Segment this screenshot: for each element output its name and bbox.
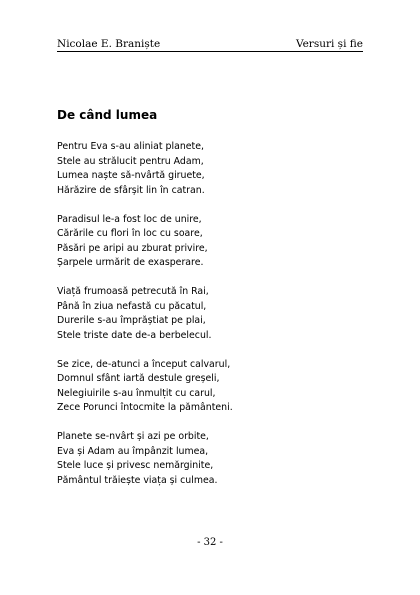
poem-line: Domnul sfânt iartă destule greșeli, xyxy=(57,373,220,384)
header-book-title: Versuri și fie xyxy=(295,38,363,50)
stanza xyxy=(57,285,367,343)
poem-line: Pentru Eva s-au aliniat planete, xyxy=(57,141,204,152)
poem-line: Paradisul le-a fost loc de unire, xyxy=(57,213,202,225)
poem-line: Lumea naște să-nvârtă giruete, xyxy=(57,170,205,181)
poem-line: Nelegiuirile s-au înmulțit cu carul, xyxy=(57,387,216,399)
running-header xyxy=(57,38,363,52)
stanza xyxy=(57,140,367,198)
poem-line: Păsări pe aripi au zburat privire, xyxy=(57,242,208,254)
page-number: - 32 - xyxy=(197,537,223,548)
poem-line: Se zice, de-atunci a început calvarul, xyxy=(57,358,231,370)
stanza xyxy=(57,358,367,416)
poem-line: Zece Porunci întocmite la pământeni. xyxy=(57,402,233,413)
poem-line: Viață frumoasă petrecută în Rai, xyxy=(57,286,209,297)
poem-line: Stele triste date de-a berbelecul. xyxy=(57,329,212,341)
poem-line: Durerile s-au împrăștiat pe plai, xyxy=(57,315,206,326)
poem-title: De când lumea xyxy=(57,108,158,122)
poem-line: Cărările cu flori în loc cu soare, xyxy=(57,228,203,239)
header-author: Nicolae E. Braniște xyxy=(57,38,161,50)
poem-line: Pământul trăiește viața și culmea. xyxy=(57,474,218,486)
poem-line: Stele luce și privesc nemărginite, xyxy=(57,460,214,471)
poem-line: Hărăzire de sfârșit lin în catran. xyxy=(57,184,205,196)
header-rule xyxy=(57,51,363,52)
poem-line: Șarpele urmărit de exasperare. xyxy=(57,257,204,268)
poem-line: Planete se-nvârt și azi pe orbite, xyxy=(57,431,209,442)
poem-line: Până în ziua nefastă cu păcatul, xyxy=(57,300,207,312)
poem-line: Eva și Adam au împânzit lumea, xyxy=(57,445,209,457)
stanza xyxy=(57,430,367,488)
stanza xyxy=(57,213,367,271)
poem-line: Stele au strălucit pentru Adam, xyxy=(57,155,204,167)
poem-body xyxy=(57,140,367,503)
